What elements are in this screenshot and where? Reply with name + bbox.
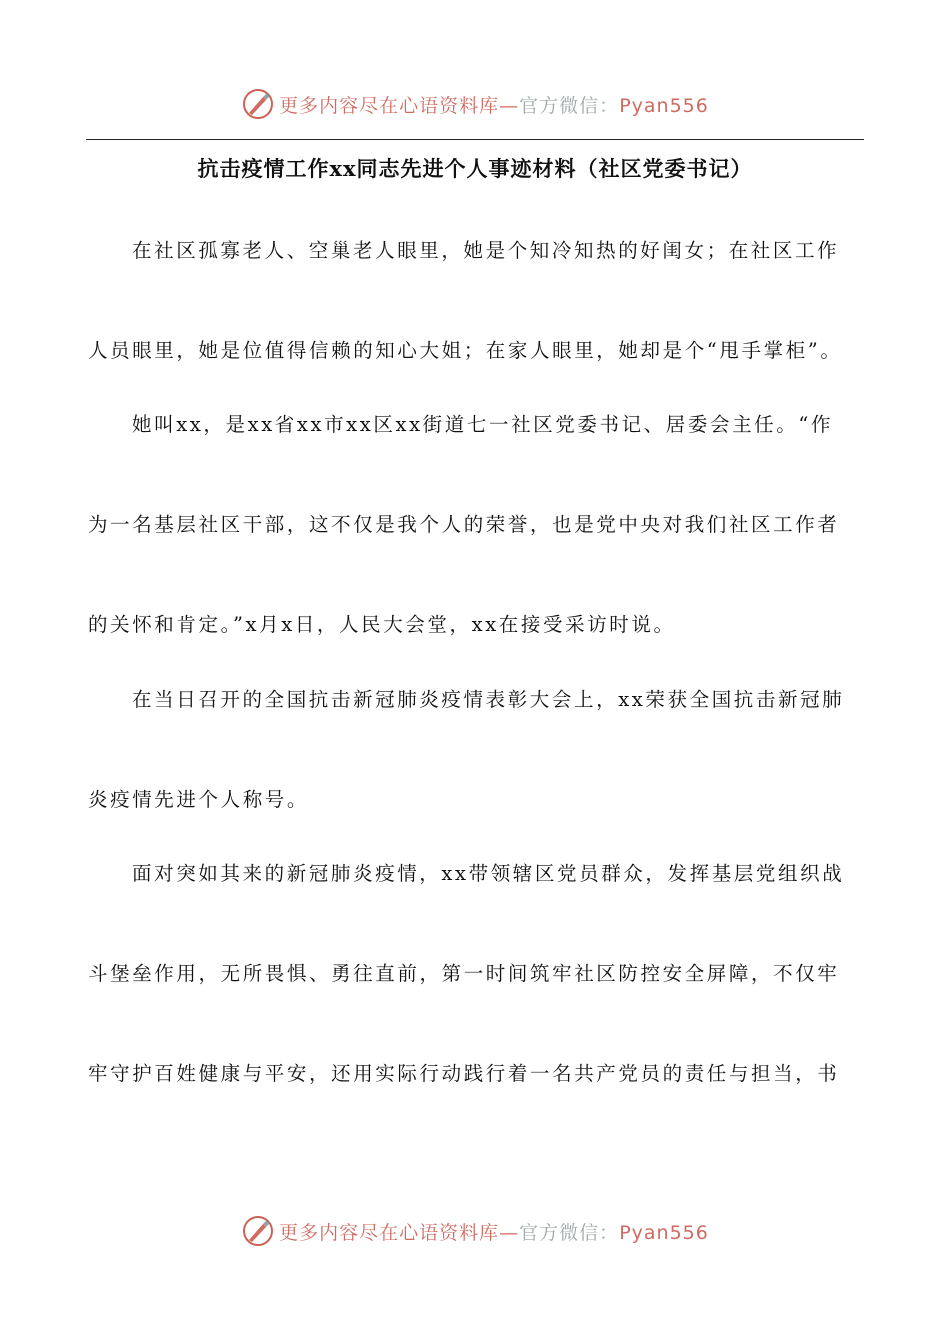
paragraph-line: 在当日召开的全国抗击新冠肺炎疫情表彰大会上，xx荣获全国抗击新冠肺 bbox=[132, 688, 845, 711]
paragraph-line: 面对突如其来的新冠肺炎疫情，xx带领辖区党员群众，发挥基层党组织战 bbox=[132, 862, 845, 885]
paragraph-line: 人员眼里，她是位值得信赖的知心大姐；在家人眼里，她却是个“甩手掌柜”。 bbox=[88, 339, 843, 362]
pen-logo-icon bbox=[241, 87, 275, 121]
header-divider bbox=[86, 139, 864, 140]
document-title: 抗击疫情工作xx同志先进个人事迹材料（社区党委书记） bbox=[197, 156, 753, 181]
paragraph-line: 她叫xx，是xx省xx市xx区xx街道七一社区党委书记、居委会主任。“作 bbox=[132, 413, 834, 436]
watermark-text: 更多内容尽在心语资料库—官方微信：Pyan556 bbox=[279, 94, 709, 117]
paragraph-line: 斗堡垒作用，无所畏惧、勇往直前，第一时间筑牢社区防控安全屏障，不仅牢 bbox=[88, 962, 840, 985]
watermark-banner-top bbox=[0, 82, 950, 126]
pen-logo-icon bbox=[241, 1214, 275, 1248]
watermark-banner-bottom bbox=[0, 1209, 950, 1253]
paragraph-line: 在社区孤寡老人、空巢老人眼里，她是个知冷知热的好闺女；在社区工作 bbox=[132, 239, 840, 262]
paragraph-line: 炎疫情先进个人称号。 bbox=[88, 788, 310, 811]
paragraph-line: 牢守护百姓健康与平安，还用实际行动践行着一名共产党员的责任与担当，书 bbox=[88, 1062, 840, 1085]
paragraph-line: 为一名基层社区干部，这不仅是我个人的荣誉，也是党中央对我们社区工作者 bbox=[88, 513, 840, 536]
paragraph-line: 的关怀和肯定。”x月x日，人民大会堂，xx在接受采访时说。 bbox=[88, 613, 676, 636]
watermark-text: 更多内容尽在心语资料库—官方微信：Pyan556 bbox=[279, 1221, 709, 1244]
